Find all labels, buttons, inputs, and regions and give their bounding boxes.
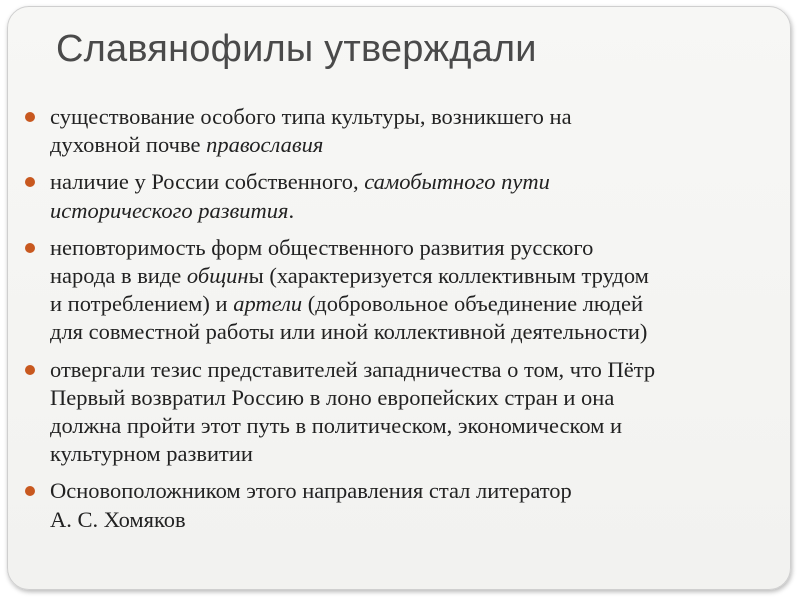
bullet-line — [50, 290, 780, 318]
bullet-text-italic: артели — [233, 291, 303, 317]
bullet-text: ы (характеризуется коллективным трудом — [248, 263, 649, 289]
bullet-line — [50, 384, 780, 412]
bullet-text-italic: православия — [206, 132, 324, 158]
bullet-line — [50, 262, 780, 290]
bullet-item — [50, 477, 780, 533]
bullet-text: для совместной работы или иной коллективной деятельности) — [50, 319, 648, 345]
bullet-line — [50, 318, 780, 346]
bullet-text: существование особого типа культуры, возникшего на — [50, 104, 572, 129]
bullet-item — [50, 234, 780, 347]
bullet-text: духовной почве — [50, 132, 207, 158]
bullet-list — [50, 103, 780, 543]
bullet-text: неповторимость форм общественного развития русского — [50, 234, 594, 260]
bullet-text: отвергали тезис представителей западничества о том, что Пётр — [50, 356, 656, 382]
bullet-text: . — [288, 197, 295, 223]
bullet-line — [50, 103, 780, 131]
bullet-dot-icon — [25, 243, 35, 253]
bullet-text-italic: исторического развития — [50, 197, 289, 223]
bullet-text: и потреблением) и — [50, 291, 234, 317]
bullet-text: наличие у России собственного, — [50, 169, 365, 195]
slide-title: Славянофилы утверждали — [56, 28, 537, 70]
bullet-line — [50, 440, 780, 468]
bullet-line — [50, 234, 780, 262]
bullet-item — [50, 168, 780, 224]
bullet-line — [50, 197, 780, 225]
bullet-dot-icon — [25, 112, 35, 122]
bullet-text: (добровольное объединение людей — [302, 291, 644, 317]
bullet-item — [50, 356, 780, 469]
bullet-text: культурном развитии — [50, 441, 253, 467]
bullet-text: Первый возвратил Россию в лоно европейских стран и она — [50, 384, 615, 410]
bullet-text: должна пройти этот путь в политическом, экономическом и — [50, 413, 623, 439]
bullet-line — [50, 131, 780, 159]
bullet-item — [50, 103, 780, 159]
bullet-text: Основоположником этого направления стал литератор — [50, 478, 572, 504]
bullet-line — [50, 477, 780, 505]
bullet-text: А. С. Хомяков — [50, 506, 186, 532]
bullet-line — [50, 506, 780, 534]
bullet-line — [50, 356, 780, 384]
bullet-text: народа в виде — [50, 263, 187, 289]
bullet-line — [50, 168, 780, 196]
bullet-text-italic: самобытного пути — [364, 169, 550, 195]
bullet-text-italic: общин — [186, 263, 249, 289]
bullet-line — [50, 412, 780, 440]
bullet-dot-icon — [25, 365, 35, 375]
